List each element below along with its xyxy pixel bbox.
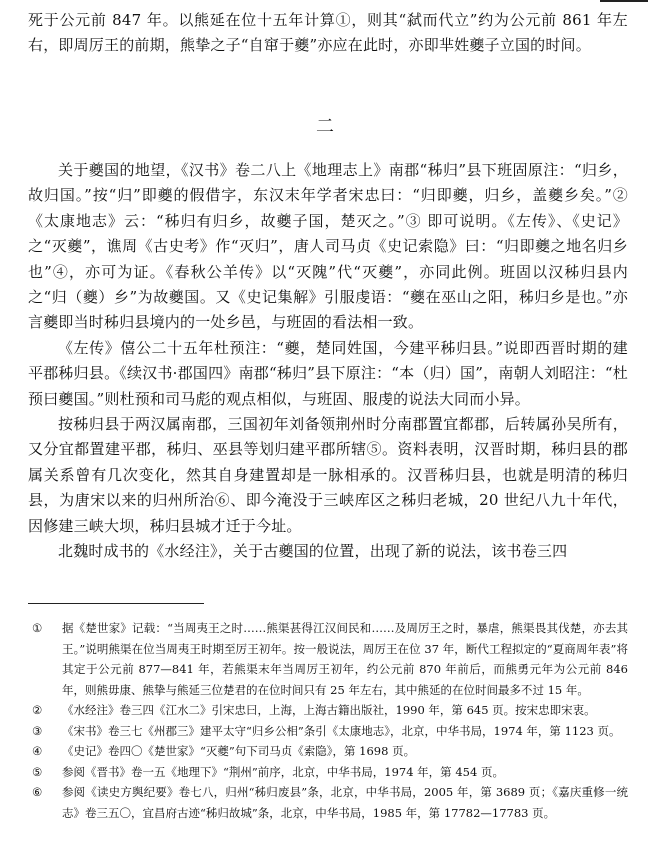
footnote-mark: ④ <box>32 744 43 758</box>
paragraph-2: 《左传》僖公二十五年杜预注：“夔，楚同姓国，今建平秭归县。”说即西晋时期的建平郡秭归县。《续汉书·郡国四》南郡“秭归”县下原注：“本（归）国”，南朝人刘昭注：“杜预曰夔国。”则杜预和司马彪的观点相似，与班固、服虔的说法大同而小异。 <box>28 338 628 408</box>
footnote-text: 据《楚世家》记载：“当周夷王之时……熊渠甚得江汉间民和……及周厉王之时，暴虐，熊渠畏其伐楚，亦去其王。”说明熊渠在位当周夷王时期至厉王初年。按一般说法，周厉王在位 37 年，断代工程拟定的“夏商周年表”将其定于公元前 877—841 年，若熊渠末年当周厉王初年，约公元前 870 年前后，而熊勇元年为公元前 846 年，则熊毋康、熊挚与熊延三位楚君的在位时间只有 25 年左右，其中熊延的在位时间最多不过 15 年。 <box>62 621 628 697</box>
footnotes <box>28 618 628 823</box>
footnote-1 <box>28 618 628 700</box>
footnote-mark: ⑥ <box>32 785 43 799</box>
footnote-mark: ② <box>32 703 43 717</box>
intro-paragraph <box>28 8 628 59</box>
paragraph-4: 北魏时成书的《水经注》，关于古夔国的位置，出现了新的说法，该书卷三四 <box>58 542 568 561</box>
footnote-mark: ① <box>32 621 43 635</box>
paragraph-1: 关于夔国的地望，《汉书》卷二八上《地理志上》南郡“秭归”县下班固原注：“归乡，故归国。”按“归”即夔的假借字，东汉末年学者宋忠曰：“归即夔，归乡，盖夔乡矣。”②《太康地志》云：“秭归有归乡，故夔子国，楚灭之。”③ 即可说明。《左传》、《史记》之“灭夔”，谯周《古史考》作“灭归”，唐人司马贞《史记索隐》曰：“归即夔之地名归乡也”④，亦可为证。《春秋公羊传》以“灭隗”代“灭夔”，亦同此例。班固以汉秭归县内之“归（夔）乡”为故夔国。又《史记集解》引服虔语：“夔在巫山之阳，秭归乡是也。”亦言夔即当时秭归县境内的一处乡邑，与班固的看法相一致。 <box>28 161 628 332</box>
footnote-2 <box>28 700 628 721</box>
footnote-4 <box>28 741 628 762</box>
footnote-3 <box>28 721 628 742</box>
paragraph-3: 按秭归县于两汉属南郡，三国初年刘备领荆州时分南郡置宜都郡，后转属孙吴所有，又分宜都置建平郡，秭归、巫县等划归建平郡所辖⑤。资料表明，汉晋时期，秭归县的郡属关系曾有几次变化，然其自身建置却是一脉相承的。汉晋秭归县，也就是明清的秭归县，为唐宋以来的归州所治⑥、即今淹没于三峡库区之秭归老城，20 世纪八九十年代，因修建三峡大坝，秭归县城才迁于今址。 <box>28 415 628 535</box>
footnote-divider <box>28 603 204 604</box>
footnote-text: 《史记》卷四〇《楚世家》“灭夔”句下司马贞《索隐》，第 1698 页。 <box>62 744 416 758</box>
footnote-text: 参阅《晋书》卷一五《地理下》“荆州”前序，北京，中华书局，1974 年，第 454 页。 <box>62 764 504 779</box>
footnote-text: 参阅《读史方舆纪要》卷七八，归州“秭归废县”条，北京，中华书局，2005 年，第 3689 页；《嘉庆重修一统志》卷三五〇，宜昌府古迹“秭归故城”条，北京，中华书局，1985 年，第 17782—17783 页。 <box>62 785 628 820</box>
footnote-text: 《水经注》卷三四《江水二》引宋忠曰，上海，上海古籍出版社，1990 年，第 645 页。按宋忠即宋衷。 <box>62 703 596 717</box>
section-number: 二 <box>316 116 334 137</box>
body-text <box>28 158 628 565</box>
footnote-5 <box>28 762 628 783</box>
footnote-mark: ⑤ <box>32 764 43 779</box>
footnote-text: 《宋书》卷三七《州郡三》建平太守“归乡公相”条引《太康地志》，北京，中华书局，1974 年，第 1123 页。 <box>62 723 621 738</box>
footnote-mark: ③ <box>32 723 43 738</box>
intro-text: 死于公元前 847 年。以熊延在位十五年计算①，则其“弑而代立”约为公元前 861 年左右，即周厉王的前期，熊挚之子“自窜于夔”亦应在此时，亦即芈姓夔子立国的时间。 <box>28 11 628 55</box>
top-rule <box>600 0 648 2</box>
footnote-6 <box>28 782 628 823</box>
